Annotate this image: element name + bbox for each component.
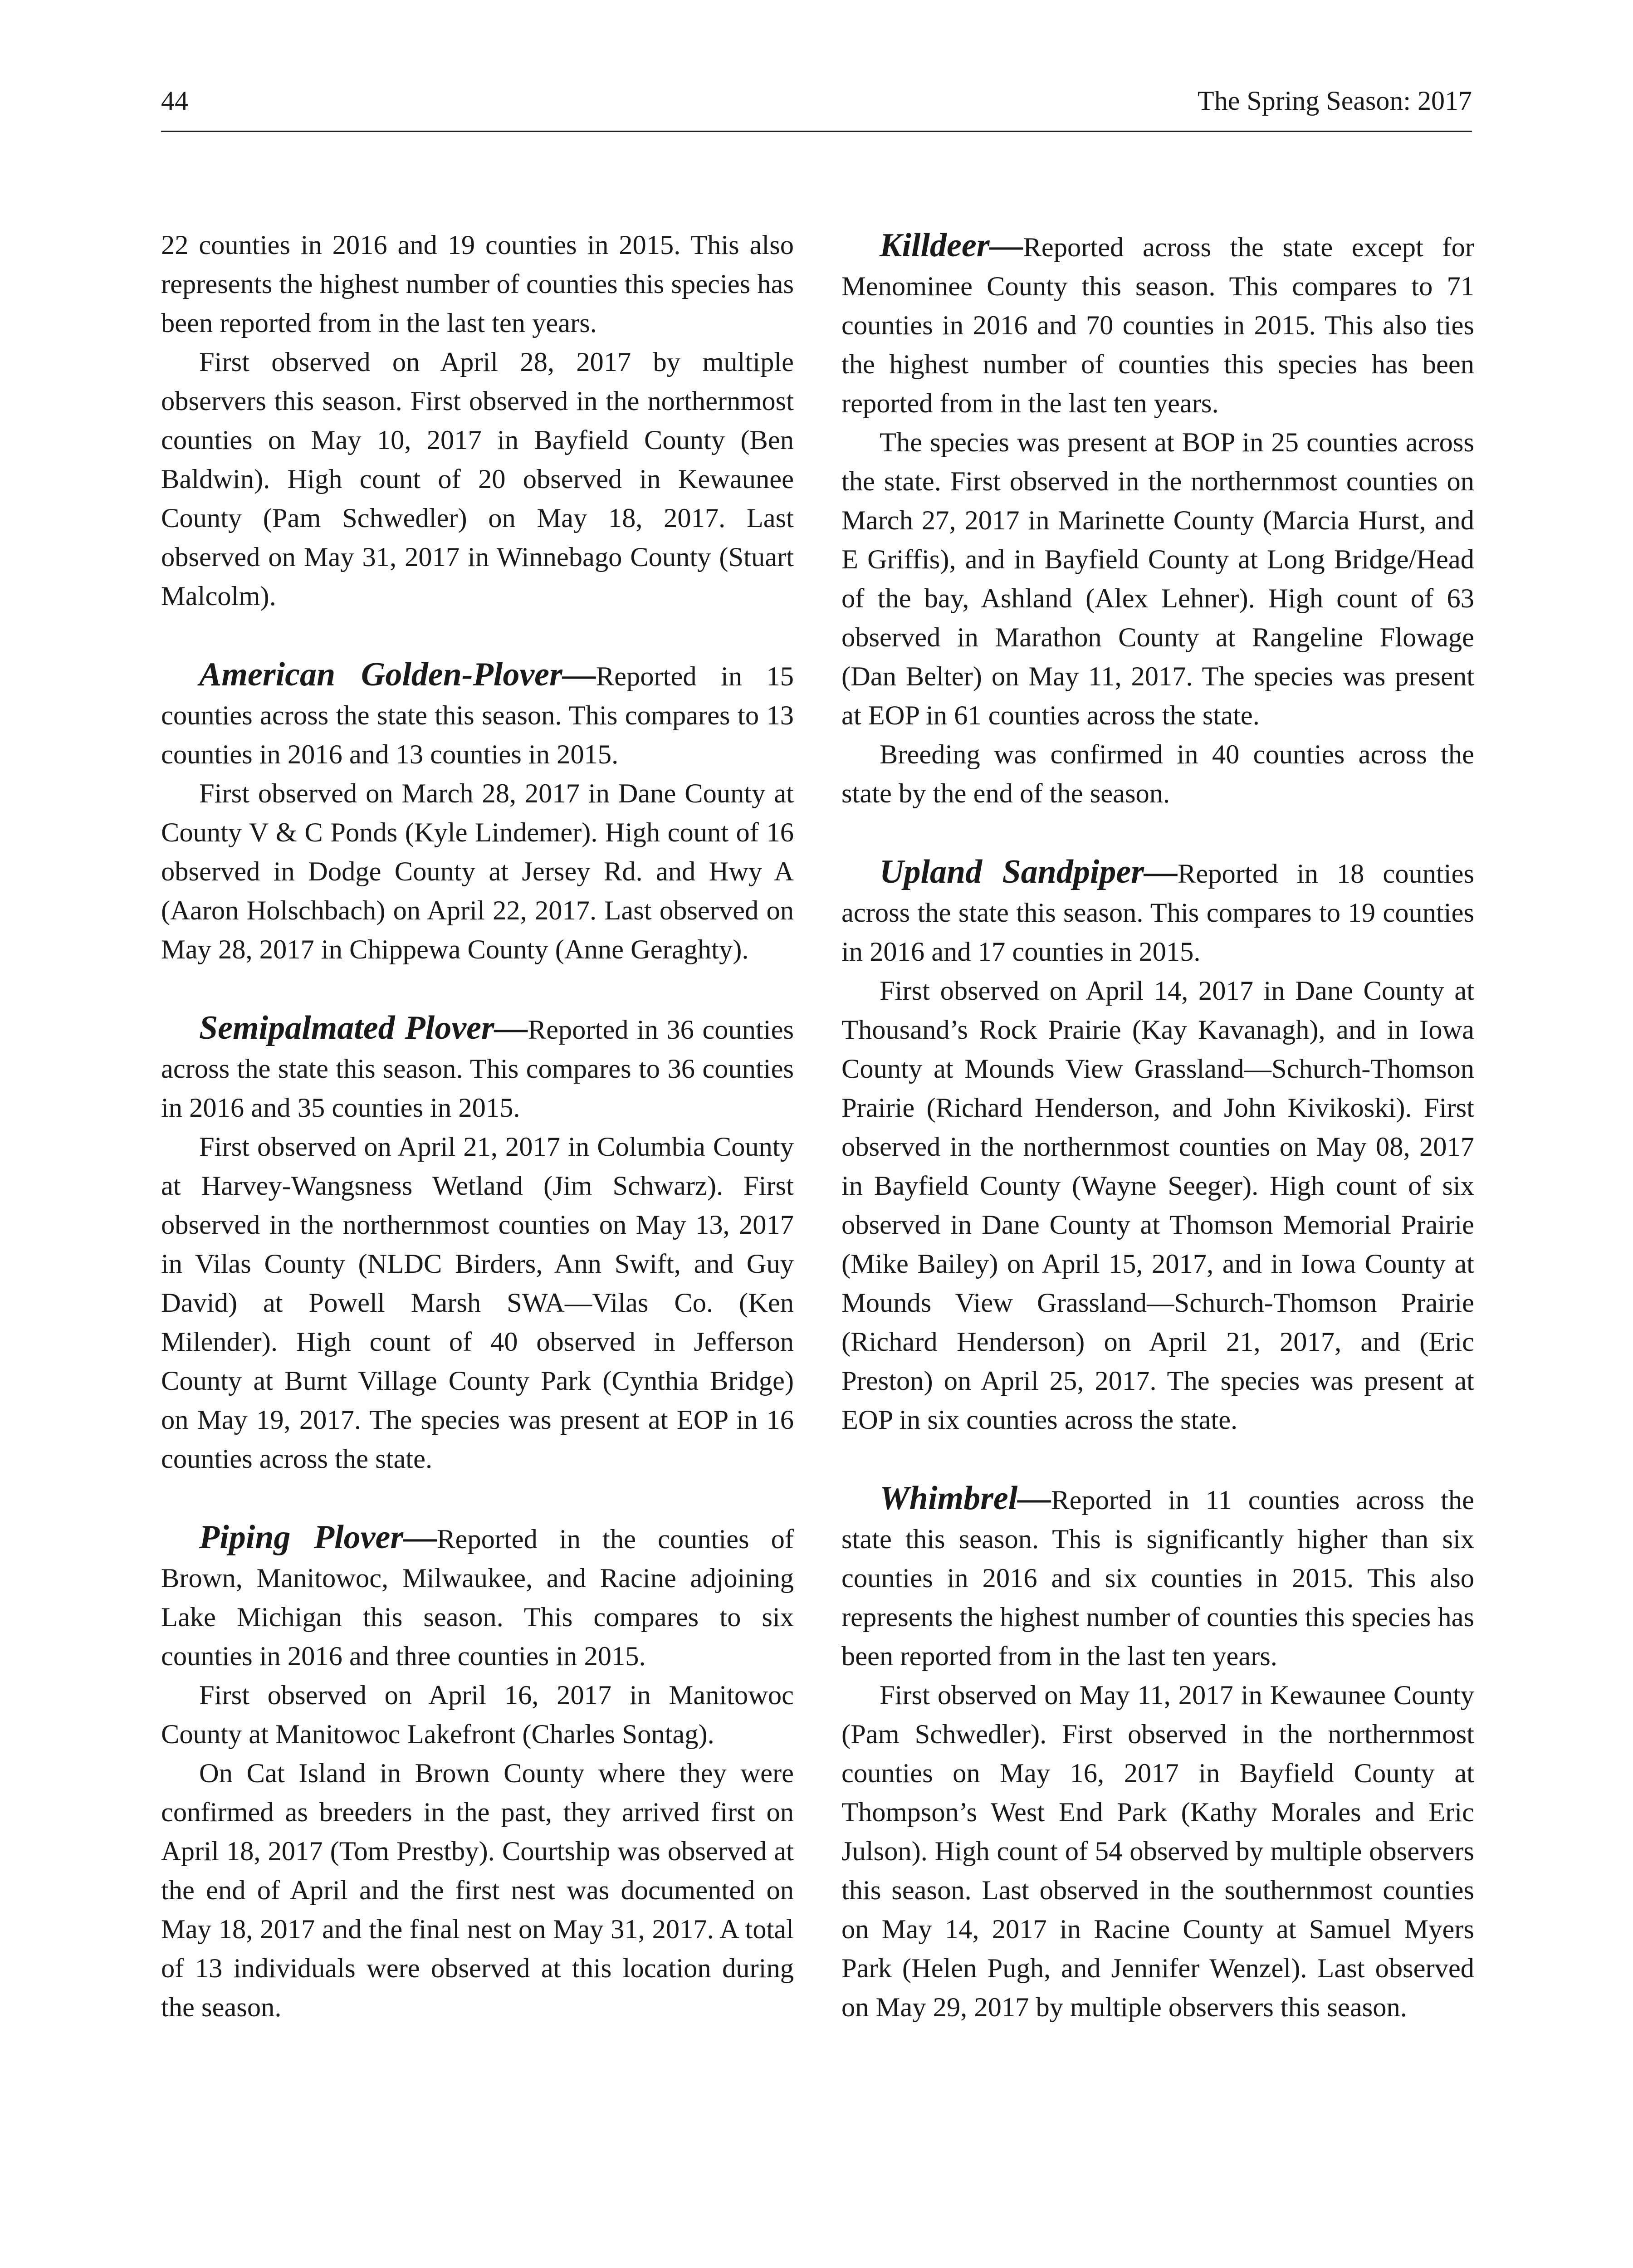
body-paragraph: First observed on March 28, 2017 in Dane County at County V & C Ponds (Kyle Lindemer). High count of 16 observed in Dodge County at Jersey Rd. and Hwy A (Aaron Holschbach) on April 22, 2017. Last observed on May 28, 2017 in Chippewa County (Anne Geraghty). <box>161 778 794 965</box>
species-name: Killdeer— <box>880 227 1023 264</box>
body-paragraph: The species was present at BOP in 25 counties across the state. First observed in the northernmost counties on March 27, 2017 in Marinette County (Marcia Hurst, and E Griffis), and in Bayfield County at Long Bridge/Head of the bay, Ashland (Alex Lehner). High count of 63 observed in Marathon County at Rangeline Flowage (Dan Belter) on May 11, 2017. The species was present at EOP in 61 counties across the state. <box>841 427 1474 731</box>
species-account-piping-plover <box>161 1518 794 1676</box>
species-account-killdeer <box>841 226 1474 423</box>
species-lead-text: Reported in 15 counties across the state this season. This compares to 13 counties in 2016 and 13 counties in 2015. <box>161 661 794 770</box>
species-name: Upland Sandpiper— <box>880 853 1178 890</box>
body-paragraph: First observed on April 16, 2017 in Manitowoc County at Manitowoc Lakefront (Charles Sontag). <box>161 1680 794 1750</box>
species-account-american-golden-plover <box>161 655 794 774</box>
body-paragraph: First observed on May 11, 2017 in Kewaunee County (Pam Schwedler). First observed in the northernmost counties on May 16, 2017 in Bayfield County at Thompson’s West End Park (Kathy Morales and Eric Julson). High count of 54 observed by multiple observers this season. Last observed in the southernmost counties on May 14, 2017 in Racine County at Samuel Myers Park (Helen Pugh, and Jennifer Wenzel). Last observed on May 29, 2017 by multiple observers this season. <box>841 1680 1474 2023</box>
continuation-paragraph: 22 counties in 2016 and 19 counties in 2015. This also represents the highest number of counties this species has been reported from in the last ten years. <box>161 230 794 338</box>
body-paragraph: Breeding was confirmed in 40 counties across the state by the end of the season. <box>841 739 1474 809</box>
species-lead-text: Reported in 36 counties across the state this season. This compares to 36 counties in 2016 and 35 counties in 2015. <box>161 1015 794 1123</box>
species-name: Semipalmated Plover— <box>199 1009 528 1046</box>
species-account-upland-sandpiper <box>841 852 1474 972</box>
body-paragraph: First observed on April 21, 2017 in Columbia County at Harvey-Wangsness Wetland (Jim Schwarz). First observed in the northernmost counties on May 13, 2017 in Vilas County (NLDC Birders, Ann Swift, and Guy David) at Powell Marsh SWA—Vilas Co. (Ken Milender). High count of 40 observed in Jefferson County at Burnt Village County Park (Cynthia Bridge) on May 19, 2017. The species was present at EOP in 16 counties across the state. <box>161 1132 794 1474</box>
species-lead-text: Reported in 18 counties across the state this season. This compares to 19 counties in 2016 and 17 counties in 2015. <box>841 859 1474 967</box>
body-paragraph: First observed on April 14, 2017 in Dane County at Thousand’s Rock Prairie (Kay Kavanagh), and in Iowa County at Mounds View Grassland—Schurch-Thomson Prairie (Richard Henderson, and John Kivikoski). First observed in the northernmost counties on May 08, 2017 in Bayfield County (Wayne Seeger). High count of six observed in Dane County at Thomson Memorial Prairie (Mike Bailey) on April 15, 2017, and in Iowa County at Mounds View Grassland—Schurch-Thomson Prairie (Richard Henderson) on April 21, 2017, and (Eric Preston) on April 25, 2017. The species was present at EOP in six counties across the state. <box>841 976 1474 1435</box>
page-number: 44 <box>161 86 188 116</box>
left-column <box>161 226 794 2027</box>
running-title: The Spring Season: 2017 <box>1198 86 1472 116</box>
species-name: American Golden-Plover— <box>199 656 596 693</box>
right-column <box>841 226 1474 2027</box>
species-lead-text: Reported in 11 counties across the state this season. This is significantly higher than six counties in 2016 and six counties in 2015. This also represents the highest number of counties this species has been reported from in the last ten years. <box>841 1485 1474 1672</box>
species-name: Whimbrel— <box>880 1480 1051 1517</box>
body-paragraph: On Cat Island in Brown County where they were confirmed as breeders in the past, they arrived first on April 18, 2017 (Tom Prestby). Courtship was observed at the end of April and the first nest was documented on May 18, 2017 and the final nest on May 31, 2017. A total of 13 individuals were observed at this location during the season. <box>161 1758 794 2023</box>
species-account-semipalmated-plover <box>161 1008 794 1128</box>
species-account-whimbrel <box>841 1479 1474 1676</box>
species-lead-text: Reported across the state except for Menominee County this season. This compares to 71 counties in 2016 and 70 counties in 2015. This also ties the highest number of counties this species has been reported from in the last ten years. <box>841 232 1474 419</box>
species-name: Piping Plover— <box>199 1519 437 1556</box>
species-lead-text: Reported in the counties of Brown, Manitowoc, Milwaukee, and Racine adjoining Lake Michigan this season. This compares to six counties in 2016 and three counties in 2015. <box>161 1524 794 1672</box>
running-header <box>161 87 1472 132</box>
body-paragraph: First observed on April 28, 2017 by multiple observers this season. First observed in the northernmost counties on May 10, 2017 in Bayfield County (Ben Baldwin). High count of 20 observed in Kewaunee County (Pam Schwedler) on May 18, 2017. Last observed on May 31, 2017 in Winnebago County (Stuart Malcolm). <box>161 347 794 611</box>
